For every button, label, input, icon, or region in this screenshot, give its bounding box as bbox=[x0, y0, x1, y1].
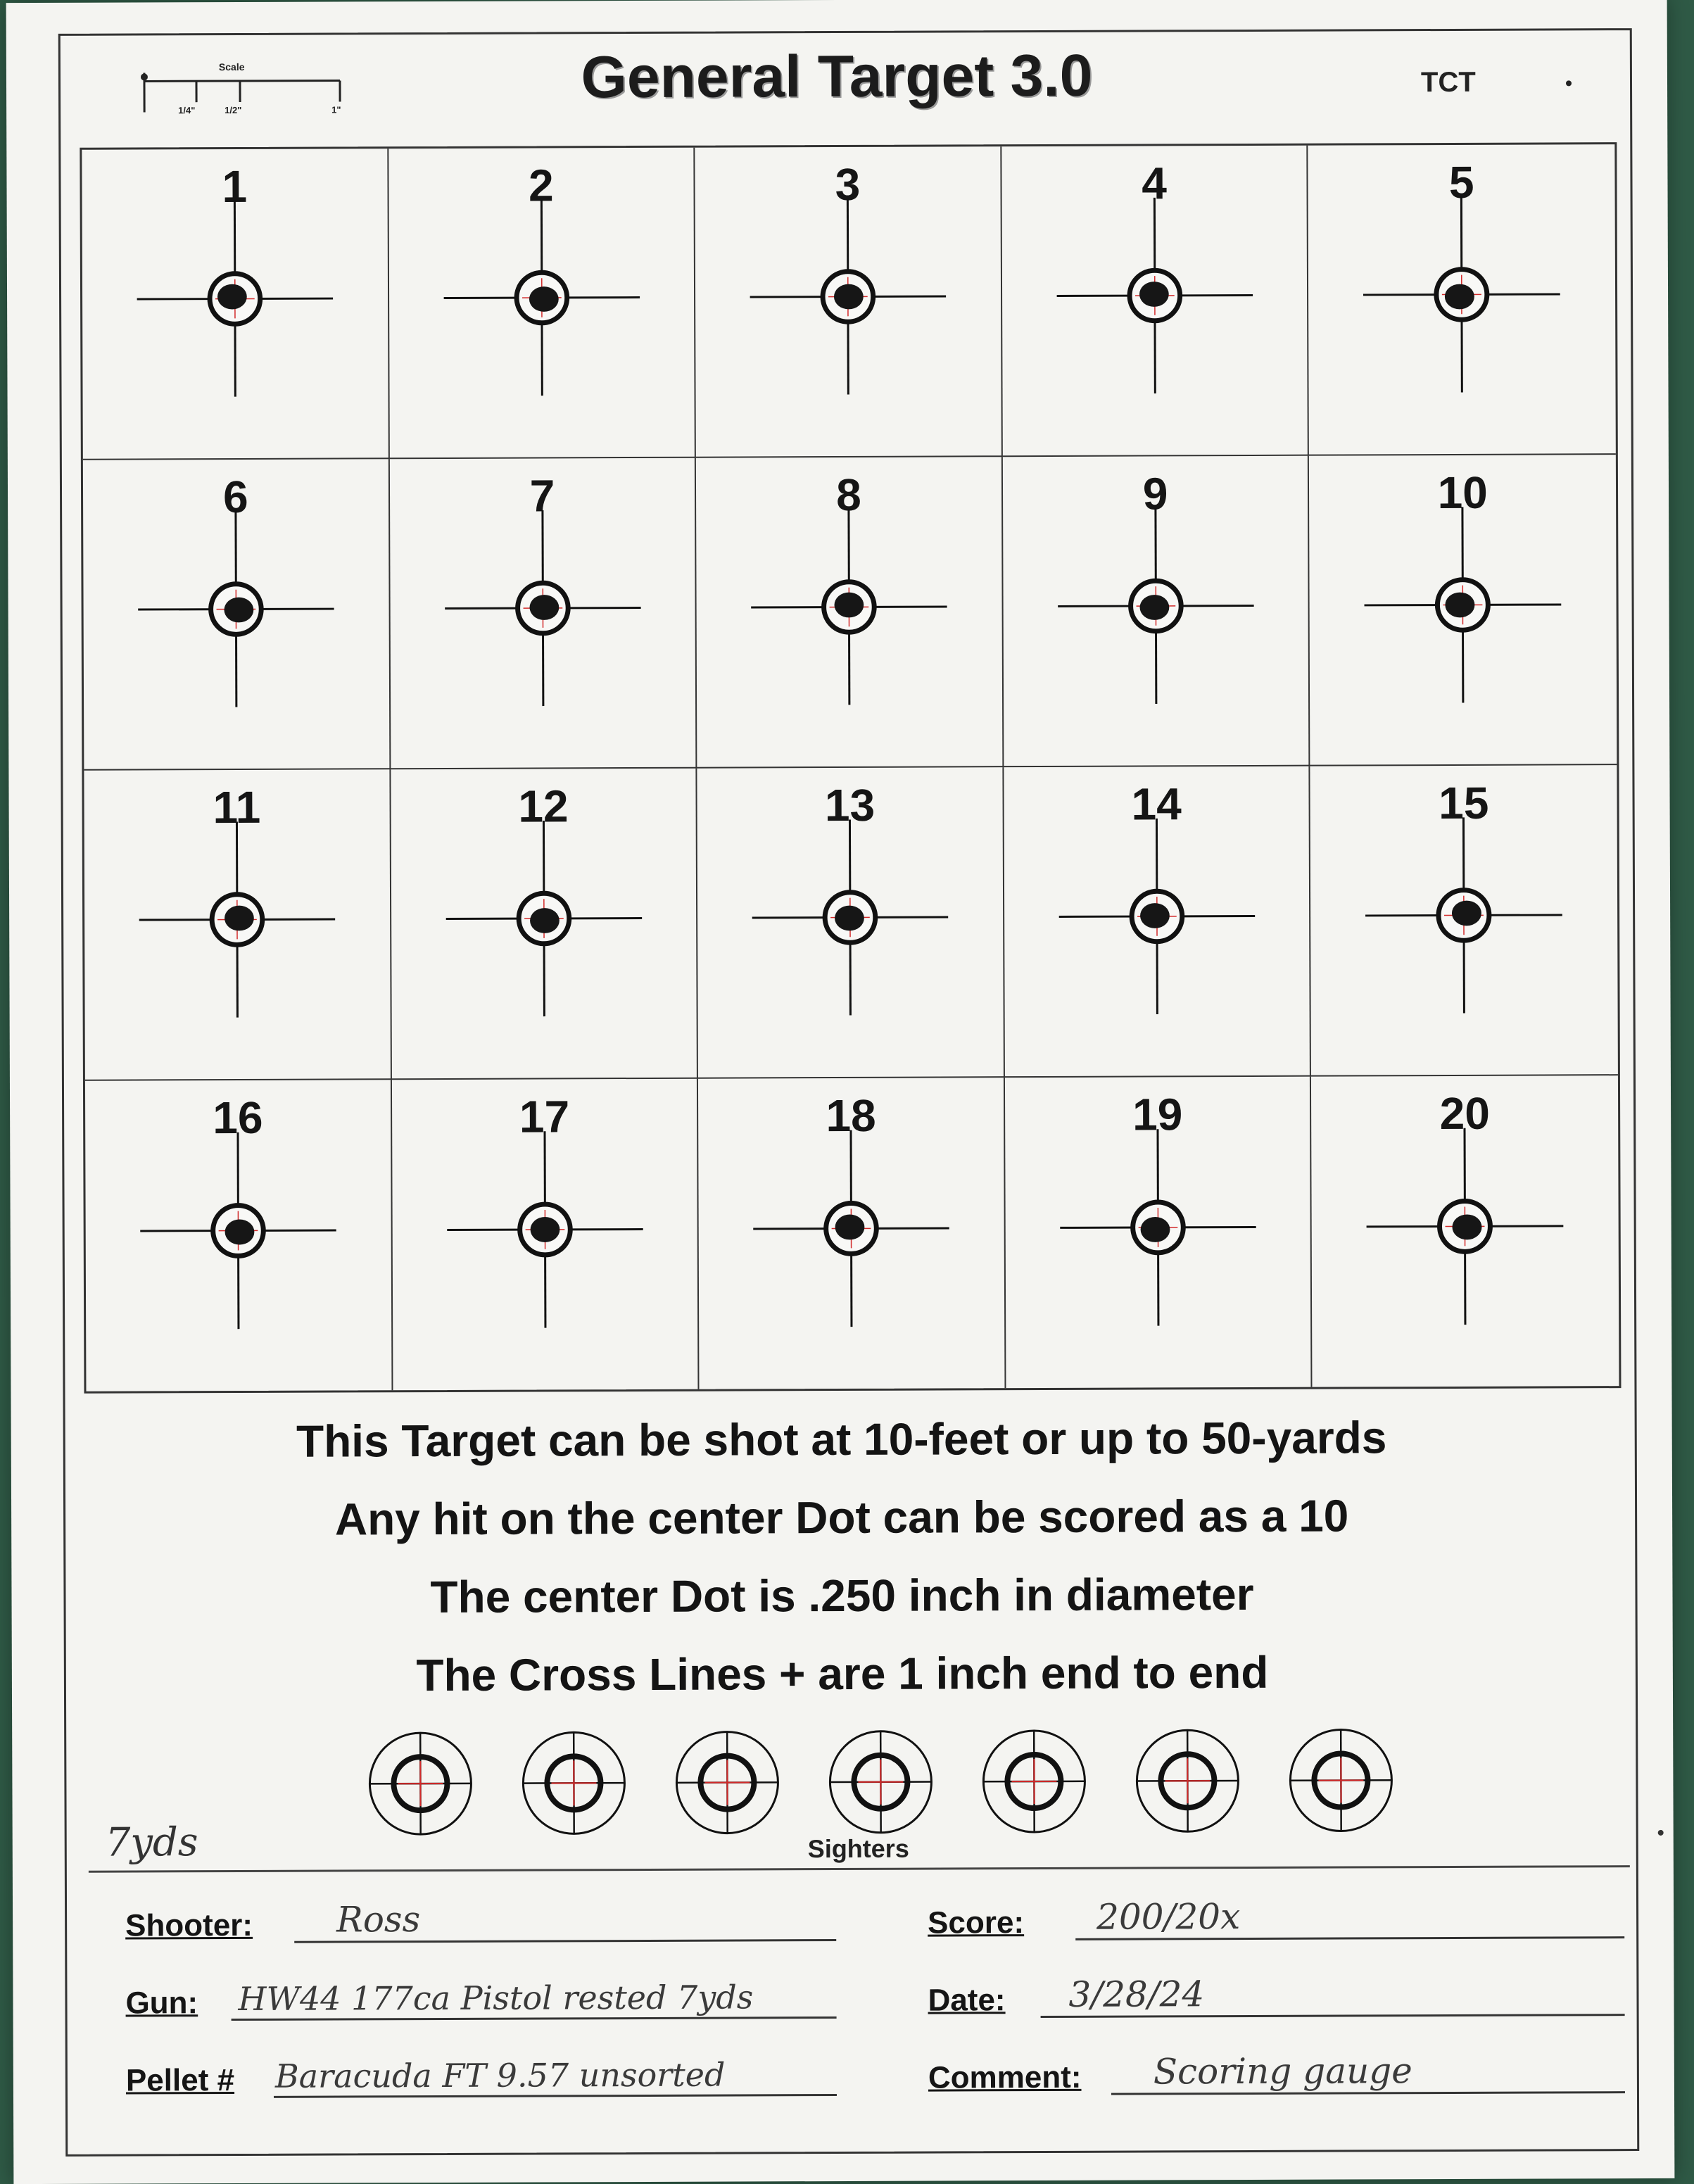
pellet-hole bbox=[224, 598, 253, 623]
gun-label: Gun: bbox=[125, 1986, 198, 2021]
crosshair-target bbox=[1311, 1075, 1619, 1387]
brand-label: TCT bbox=[1421, 67, 1476, 99]
pellet-hole bbox=[835, 906, 864, 931]
target-number: 12 bbox=[391, 780, 696, 833]
target-cell bbox=[1001, 146, 1309, 457]
target-number: 16 bbox=[85, 1091, 391, 1144]
pellet-value: Baracuda FT 9.57 unsorted bbox=[275, 2056, 726, 2095]
shooter-value: Ross bbox=[336, 1899, 420, 1940]
sighter-bullseye bbox=[523, 1732, 625, 1834]
ink-dot bbox=[1658, 1830, 1664, 1836]
pellet-hole bbox=[529, 595, 559, 620]
target-cell bbox=[85, 1080, 393, 1391]
crosshair-target bbox=[695, 146, 1001, 457]
target-cell bbox=[388, 148, 696, 460]
crosshair-target bbox=[392, 1079, 698, 1391]
crosshair-target bbox=[696, 457, 1002, 767]
shooter-field[interactable] bbox=[125, 1893, 836, 1952]
target-cell bbox=[695, 146, 1003, 458]
target-cell bbox=[391, 769, 698, 1080]
target-number: 10 bbox=[1309, 466, 1616, 519]
target-number: 5 bbox=[1308, 156, 1615, 209]
crosshair-target bbox=[82, 149, 388, 459]
pellet-hole bbox=[1139, 282, 1169, 307]
target-number: 9 bbox=[1003, 467, 1308, 521]
date-label: Date: bbox=[928, 1983, 1005, 2018]
crosshair-target bbox=[698, 1078, 1004, 1389]
sighter-bullseye bbox=[1290, 1729, 1392, 1831]
pellet-hole bbox=[530, 908, 560, 933]
score-field[interactable] bbox=[928, 1891, 1624, 1949]
target-number: 14 bbox=[1004, 778, 1309, 831]
target-number: 19 bbox=[1005, 1088, 1310, 1142]
pellet-hole bbox=[225, 1219, 255, 1244]
target-number: 17 bbox=[392, 1090, 697, 1144]
crosshair-target bbox=[391, 769, 697, 1079]
crosshair-target bbox=[1001, 146, 1308, 456]
score-label: Score: bbox=[928, 1905, 1024, 1940]
crosshair-target bbox=[389, 458, 695, 769]
crosshair-target bbox=[84, 769, 390, 1080]
rule-line: The Cross Lines + are 1 inch end to end bbox=[12, 1632, 1673, 1716]
pellet-hole bbox=[1140, 903, 1170, 928]
crosshair-target bbox=[1005, 1077, 1311, 1389]
sighters-label: Sighters bbox=[808, 1834, 909, 1864]
target-cell bbox=[84, 769, 391, 1081]
pellet-hole bbox=[530, 1217, 560, 1242]
crosshair-target bbox=[1003, 456, 1309, 766]
shooter-label: Shooter: bbox=[125, 1908, 253, 1944]
pellet-hole bbox=[1445, 284, 1474, 309]
crosshair-target bbox=[83, 459, 389, 769]
target-cell bbox=[697, 767, 1005, 1079]
pellet-field[interactable] bbox=[126, 2048, 837, 2107]
target-number: 11 bbox=[84, 781, 389, 834]
comment-value: Scoring gauge bbox=[1153, 2050, 1412, 2092]
sighter-bullseye bbox=[676, 1731, 778, 1833]
scale-tick-quarter: 1/4" bbox=[178, 105, 195, 115]
pellet-label: Pellet # bbox=[126, 2063, 234, 2099]
sighter-bullseye bbox=[830, 1731, 932, 1833]
pellet-hole bbox=[1139, 595, 1169, 620]
target-cell bbox=[83, 459, 391, 771]
target-number: 4 bbox=[1001, 157, 1307, 210]
target-number: 18 bbox=[698, 1089, 1004, 1142]
target-number: 15 bbox=[1310, 776, 1617, 830]
scale-tick-inch: 1" bbox=[331, 104, 341, 115]
target-cell bbox=[1005, 1077, 1313, 1389]
target-cell bbox=[1004, 766, 1311, 1078]
score-value: 200/20x bbox=[1096, 1896, 1240, 1938]
date-value: 3/28/24 bbox=[1068, 1974, 1204, 2015]
target-number: 8 bbox=[696, 468, 1001, 522]
crosshair-target bbox=[1309, 455, 1617, 765]
sighter-bullseye bbox=[1137, 1730, 1239, 1832]
pellet-hole bbox=[1453, 1214, 1482, 1239]
target-cell bbox=[698, 1078, 1006, 1389]
sighter-bullseye bbox=[983, 1731, 1085, 1833]
target-sheet bbox=[6, 0, 1675, 2184]
distance-note: 7yds bbox=[106, 1819, 198, 1865]
gun-field[interactable] bbox=[125, 1971, 836, 2030]
target-number: 1 bbox=[82, 160, 387, 213]
target-cell bbox=[389, 458, 697, 770]
crosshair-target bbox=[85, 1080, 391, 1391]
pellet-hole bbox=[1452, 901, 1481, 926]
target-number: 7 bbox=[390, 469, 695, 523]
target-cell bbox=[1311, 1075, 1619, 1387]
pellet-hole bbox=[835, 593, 864, 618]
sheet-title: General Target 3.0 bbox=[6, 39, 1667, 113]
target-number: 20 bbox=[1311, 1087, 1618, 1140]
scale-label: Scale bbox=[219, 61, 245, 72]
pellet-hole bbox=[225, 906, 254, 931]
target-number: 2 bbox=[388, 159, 694, 213]
target-cell bbox=[696, 457, 1004, 769]
target-cell bbox=[1003, 456, 1310, 768]
target-number: 6 bbox=[83, 470, 388, 524]
pellet-hole bbox=[834, 284, 864, 310]
ink-dot bbox=[1566, 80, 1572, 86]
gun-value: HW44 177ca Pistol rested 7yds bbox=[238, 1978, 753, 2018]
target-grid bbox=[80, 142, 1621, 1394]
rules-text bbox=[11, 1398, 1674, 1716]
target-number: 13 bbox=[697, 778, 1003, 832]
target-cell bbox=[82, 149, 389, 460]
pellet-hole bbox=[1446, 593, 1475, 618]
sighter-bullseye bbox=[369, 1733, 472, 1835]
comment-label: Comment: bbox=[928, 2060, 1082, 2096]
pellet-hole bbox=[1140, 1217, 1170, 1242]
scale-tick-half: 1/2" bbox=[225, 105, 241, 115]
pellet-hole bbox=[529, 286, 558, 312]
date-field[interactable] bbox=[928, 1968, 1624, 2026]
crosshair-target bbox=[388, 148, 695, 458]
target-cell bbox=[1309, 455, 1617, 766]
target-cell bbox=[1310, 765, 1618, 1077]
rule-line: The center Dot is .250 inch in diameter bbox=[11, 1554, 1672, 1638]
target-cell bbox=[1308, 144, 1616, 456]
crosshair-target bbox=[1004, 766, 1310, 1077]
target-cell bbox=[392, 1079, 700, 1391]
target-number: 3 bbox=[695, 158, 1001, 211]
crosshair-target bbox=[697, 767, 1004, 1078]
crosshair-target bbox=[1308, 144, 1616, 455]
pellet-hole bbox=[835, 1214, 865, 1239]
comment-field[interactable] bbox=[928, 2045, 1625, 2104]
pellet-hole bbox=[217, 284, 247, 310]
rule-line: Any hit on the center Dot can be scored as a 10 bbox=[11, 1476, 1672, 1560]
crosshair-target bbox=[1310, 765, 1618, 1075]
rule-line: This Target can be shot at 10-feet or up to 50-yards bbox=[11, 1398, 1672, 1482]
sighter-row bbox=[357, 1724, 1399, 1840]
